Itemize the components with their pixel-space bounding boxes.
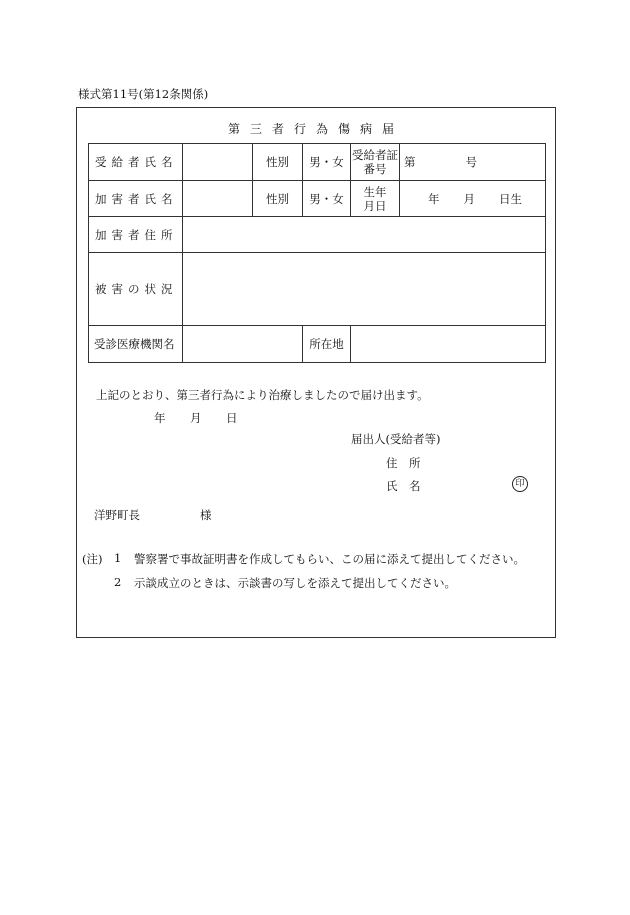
birthdate-month: 月 — [463, 191, 475, 206]
birthdate-label-line1: 生年 — [363, 184, 387, 199]
statement-text: 上記のとおり、第三者行為により治療しましたので届け出ます。 — [96, 388, 429, 402]
birthdate-day: 日生 — [499, 191, 522, 206]
note-1-number: 1 — [114, 551, 122, 565]
form-title: 第三者行為傷病届 — [227, 122, 404, 136]
recipient-id-label-line1: 受給者証 — [352, 148, 398, 162]
date-month: 月 — [190, 411, 202, 425]
row-assailant-address — [89, 217, 546, 253]
row-assailant — [89, 181, 546, 217]
row-recipient — [89, 144, 546, 181]
number-prefix: 第 — [404, 155, 416, 169]
addressee-honorific: 様 — [200, 508, 212, 522]
recipient-gender-options[interactable]: 男・女 — [303, 144, 351, 181]
assailant-address-field[interactable] — [183, 217, 546, 253]
seal-mark: 印 — [512, 476, 528, 492]
row-clinic — [89, 326, 546, 363]
notes-prefix: (注) — [82, 552, 103, 566]
form-table — [88, 143, 546, 363]
birthdate-year: 年 — [428, 191, 440, 206]
number-suffix: 号 — [465, 155, 477, 169]
location-field[interactable] — [351, 326, 546, 363]
clinic-label: 受診医療機関名 — [89, 326, 183, 363]
recipient-id-label-line2: 番号 — [363, 162, 387, 176]
assailant-name-field[interactable] — [183, 181, 253, 217]
note-1-text: 警察署で事故証明書を作成してもらい、この届に添えて提出してください。 — [134, 552, 525, 566]
date-day: 日 — [226, 411, 238, 425]
applicant-header: 届出人(受給者等) — [351, 432, 441, 446]
recipient-id-field[interactable] — [400, 144, 546, 181]
recipient-name-field[interactable] — [183, 144, 253, 181]
birthdate-label-line2: 月日 — [363, 198, 387, 213]
clinic-field[interactable] — [183, 326, 303, 363]
damage-field[interactable] — [183, 253, 546, 326]
applicant-address-label: 住 所 — [386, 456, 421, 470]
date-year: 年 — [154, 411, 166, 425]
addressee-name: 洋野町長 — [94, 508, 140, 522]
note-2-text: 示談成立のときは、示談書の写しを添えて提出してください。 — [134, 576, 456, 590]
applicant-name-label: 氏 名 — [386, 479, 421, 493]
assailant-gender-options[interactable]: 男・女 — [303, 181, 351, 217]
damage-label: 被害の状況 — [89, 253, 183, 326]
location-label: 所在地 — [303, 326, 351, 363]
row-damage — [89, 253, 546, 326]
form-number-label: 様式第11号(第12条関係) — [78, 87, 209, 101]
birthdate-field[interactable] — [400, 181, 546, 217]
recipient-id-label — [351, 144, 400, 181]
note-2-number: 2 — [114, 575, 122, 589]
assailant-address-label: 加害者住所 — [89, 217, 183, 253]
recipient-gender-label: 性別 — [253, 144, 303, 181]
recipient-name-label: 受給者氏名 — [89, 144, 183, 181]
birthdate-label — [351, 181, 400, 217]
assailant-gender-label: 性別 — [253, 181, 303, 217]
assailant-name-label: 加害者氏名 — [89, 181, 183, 217]
